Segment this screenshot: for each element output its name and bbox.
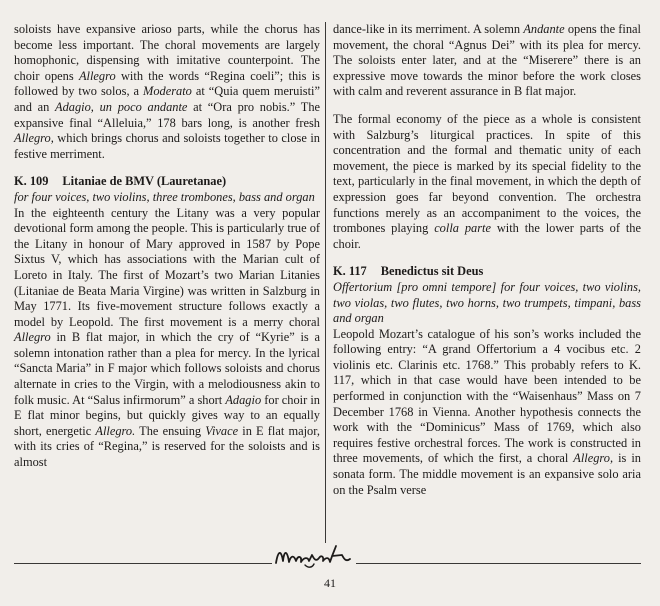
- right-column: [333, 22, 641, 498]
- k109-heading: [14, 174, 320, 190]
- text-run: The ensuing: [135, 423, 206, 438]
- text-run: In the eighteenth century the Litany was a very popular devotional form among the people. This is particularly true of the Litany in honour of Mary approved in 1587 by Pope Sixtus V, which has associations with the Marian cult of Loreto in Italy. The first of Mozart’s two Marian Litanies (Litaniae de Beata Maria Virgine) was written in Salzburg in May 1771. Its five-movement structure follows exactly a model by Leopold. The first movement is a merry choral: [14, 205, 321, 329]
- text-run: at “Quia quem meruisti” and an: [14, 84, 320, 114]
- k117-heading: [333, 264, 641, 280]
- page-number: 41: [324, 576, 336, 590]
- text-run: for choir in E flat minor begins, but quickly gives way to an equally short, energetic: [14, 392, 320, 438]
- italic-term: Adagio, un poco andante: [55, 99, 188, 114]
- italic-term: Allegro.: [95, 423, 136, 438]
- italic-term: Andante: [523, 22, 565, 36]
- text-run: opens the final movement, the choral “Agnus Dei” with its plea for mercy. The soloists enter later, and at the “Miserere” there is an expressive move towards the minor before the work closes with calm and reverent assurance in B flat major.: [333, 22, 642, 99]
- k117-body-paragraph: [333, 327, 641, 499]
- litany-continued-paragraph: [333, 22, 641, 100]
- formal-economy-paragraph: [333, 112, 641, 252]
- k109-subtitle: for four voices, two violins, three trombones, bass and organ: [14, 189, 315, 204]
- text-run: with the words “Regina coeli”; this is followed by two solos, a: [14, 68, 321, 99]
- text-run: with the lower parts of the choir.: [333, 221, 641, 251]
- text-run: which brings chorus and soloists together to close in festive merriment.: [14, 131, 320, 161]
- column-divider: [325, 22, 326, 548]
- italic-term: Moderato: [143, 84, 192, 99]
- text-run: soloists have expansive arioso parts, while the chorus has become less important. The choral movements are largely homophonic, dispensing with imitative counterpoint. The choir opens: [14, 22, 320, 83]
- intro-paragraph: [14, 22, 320, 162]
- text-run: is in sonata form. The middle movement is an expansive solo aria on the Psalm verse: [333, 451, 641, 497]
- italic-term: Allegro: [78, 68, 116, 83]
- italic-term: Allegro: [14, 330, 51, 345]
- italic-term: Allegro,: [573, 451, 614, 466]
- k117-title: Benedictus sit Deus: [380, 264, 484, 279]
- italic-term: Allegro,: [14, 131, 54, 146]
- italic-term: Adagio: [225, 392, 262, 407]
- mozart-signature-logo: [272, 543, 356, 571]
- k117-subtitle: Offertorium [pro omni tempore] for four voices, two violins, two violas, two flutes, two horns, two trumpets, timpani, bass and organ: [333, 279, 641, 326]
- k109-body-paragraph: [14, 206, 320, 471]
- text-run: The formal economy of the piece as a whole is consistent with Salzburg’s liturgical practices. In spite of this concentration and the formal and thematic unity of each movement, the piece is marked by its special fidelity to the text, particularly in the final movement, in which the depth of expression goes far beyond convention. The orchestra functions merely as an accompaniment to the voices, the trombones playing: [333, 111, 641, 236]
- text-run: Leopold Mozart’s catalogue of his son’s works included the following entry: “A grand Offertorium a 4 vocibus etc. 2 violinis etc. Clarinis etc. 1768.” This probably refers to K. 117, which in that case would have been intended to be performed in conjunction with the “Waisenhaus” Mass on 7 December 1768 in Vienna. Another hypothesis connects the work with the “Dominicus” Mass of 1769, which also requires festive orchestral forces. The work is constructed in three movements, of which the first, a choral: [333, 326, 641, 466]
- italic-term: Vivace: [205, 423, 239, 438]
- text-run: in E flat major, with its cries of “Regina,” is reserved for the soloists and is almost: [14, 423, 320, 470]
- left-column: [14, 22, 320, 471]
- signature-icon: [272, 543, 356, 571]
- k109-number: K. 109: [14, 174, 49, 189]
- text-run: at “Ora pro nobis.” The expansive final “Alleluia,” 178 bars long, is another fresh: [14, 99, 321, 130]
- text-run: dance-like in its merriment. A solemn: [333, 22, 524, 36]
- k117-number: K. 117: [333, 264, 367, 279]
- k109-title: Litaniae de BMV (Lauretanae): [62, 174, 227, 189]
- text-run: in B flat major, in which the cry of “Kyrie” is a solemn intonation rather than a plea for mercy. In the lyrical “Sancta Maria” in F major which follows soloists and chorus alternate in cries to the Virgin, with a melodiousness akin to folk music. At “Salus infirmorum” a short: [14, 330, 320, 407]
- italic-term: colla parte: [434, 221, 491, 236]
